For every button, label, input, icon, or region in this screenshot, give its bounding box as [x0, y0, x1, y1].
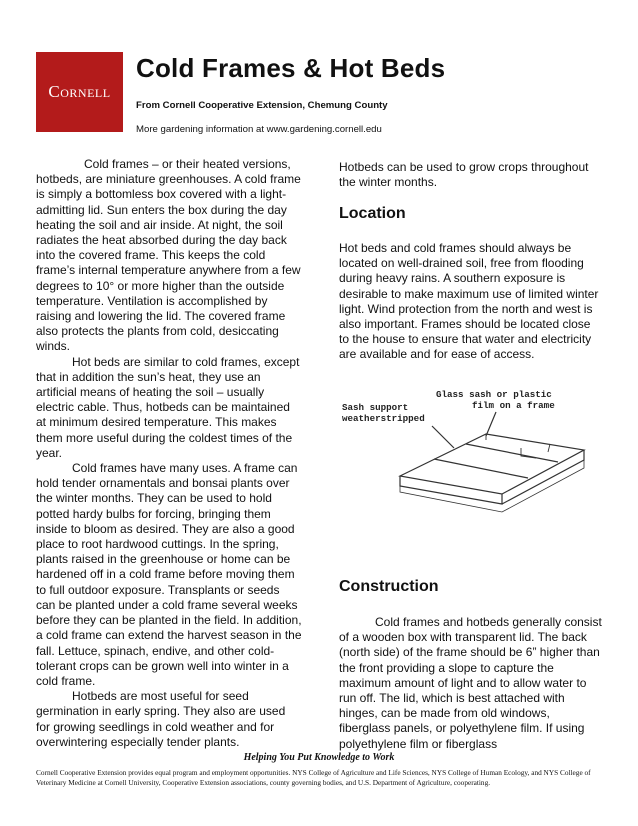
label-sash-support-line1: Sash support	[342, 402, 409, 413]
label-glass-sash-line2: film on a frame	[472, 400, 555, 411]
logo-text: Cornell	[48, 82, 111, 101]
paragraph-intro: Cold frames – or their heated versions, hotbeds, are miniature greenhouses. A cold frame is simply a bottomless box covered with a light-admitting lid. Sun enters the box during the day heating the soil and air inside. At night, the soil radiates the heat absorbed during the day back into the covered frame. This keeps the cold frame’s internal temperature anywhere from a few degrees to 10° or more higher than the outside temperature. Ventilation is accomplished by raising and lowering the lid. The covered frame also protects the plants from cold, desiccating winds.	[36, 157, 301, 354]
cold-frame-drawing	[400, 412, 584, 512]
right-column-intro	[339, 160, 603, 190]
more-info-text: More gardening information at www.gardening.cornell.edu	[136, 124, 382, 135]
paragraph-hotbeds: Hot beds are similar to cold frames, except that in addition the sun’s heat, they use an artificial means of heating the soil – usually electric cable. Thus, hotbeds can be maintained at minimum desired temperature. This makes them more useful during the coldest times of the year.	[36, 354, 300, 460]
cornell-logo	[36, 52, 123, 132]
paragraph-seed-germination: Hotbeds are most useful for seed germination in early spring. They also are used for growing seedlings in cold weather and for overwintering especially tender plants.	[36, 689, 286, 749]
construction-heading: Construction	[339, 578, 439, 595]
paragraph-uses: Cold frames have many uses. A frame can hold tender ornamentals and bonsai plants over the winter months. They can be used to hold potted hardy bulbs for forcing, bringing them inside to bloom as desired. They are also a good place to root hardwood cuttings. In the spring, plants raised in the greenhouse or home can be hardened off in a cold frame before moving them to full outdoor exposure. Transplants or seeds can be planted under a cold frame several weeks before they can be planted in the field. In addition, a cold frame can extend the harvest season in the fall. Lettuce, spinach, endive, and other cold-tolerant crops can be grown well into winter in a cold frame.	[36, 461, 302, 688]
left-column	[36, 157, 302, 750]
paragraph-winter-crops: Hotbeds can be used to grow crops throughout the winter months.	[339, 160, 589, 190]
subtitle: From Cornell Cooperative Extension, Chemung County	[136, 100, 388, 111]
tagline: Helping You Put Knowledge to Work	[243, 752, 395, 763]
location-text: Hot beds and cold frames should always be located on well-drained soil, free from flooding during heavy rains. A southern exposure is desirable to make maximum use of limited winter light. Wind protection from the north and west is also important. Frames should be located close to the house to ensure that water and electricity are available and for ease of access.	[339, 241, 599, 362]
cold-frame-illustration	[336, 384, 598, 540]
label-sash-support-line2: weatherstripped	[342, 413, 425, 424]
footer-disclaimer: Cornell Cooperative Extension provides equal program and employment opportunities. NYS College of Agriculture and Life Sciences, NYS College of Human Ecology, and NYS College of Veterinary Medicine at Cornell University, Cooperative Extension associations, county governing bodies, and U.S. Department of Agriculture, cooperating.	[36, 768, 591, 787]
page-title: Cold Frames & Hot Beds	[136, 53, 446, 83]
location-heading: Location	[339, 205, 406, 222]
label-glass-sash-line1: Glass sash or plastic	[436, 389, 552, 400]
construction-text: Cold frames and hotbeds generally consist of a wooden box with transparent lid. The back (north side) of the frame should be 6” higher than the front providing a slope to capture the maximum amount of light and to allow water to run off. The lid, which is best attached with hinges, can be made from old windows, fiberglass panels, or polyethylene film. If using polyethylene film or fiberglass	[339, 615, 602, 751]
